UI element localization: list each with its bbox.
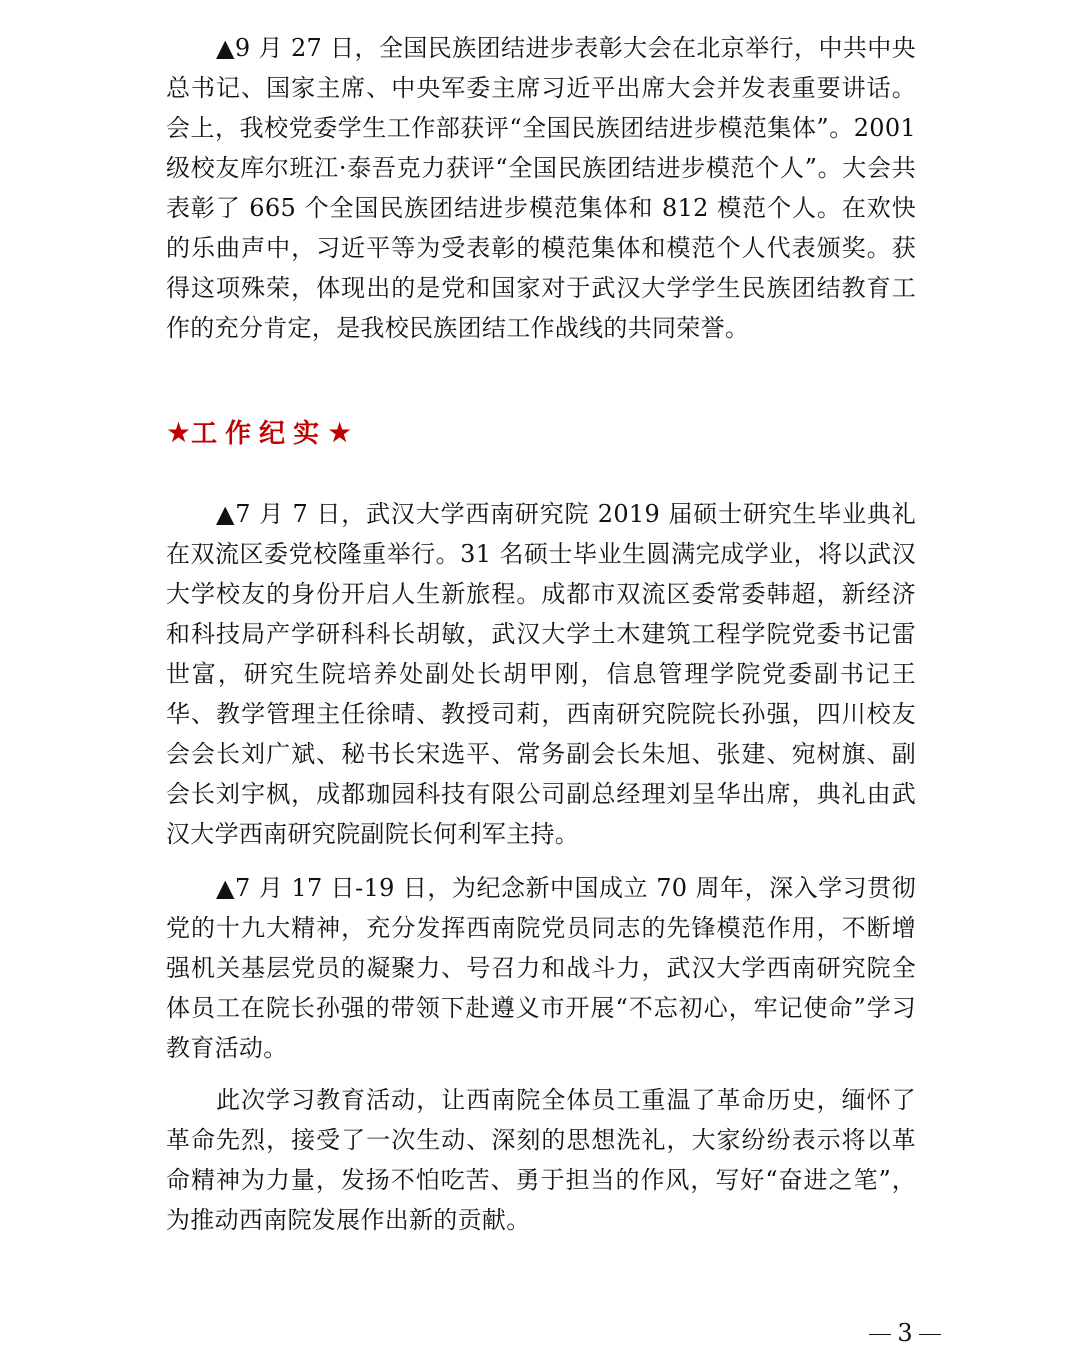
dash-left — [869, 1334, 891, 1335]
news-item-reflection — [166, 1080, 916, 1240]
paragraph-reflection: 此次学习教育活动，让西南院全体员工重温了革命历史，缅怀了革命先烈，接受了一次生动、深刻的思想洗礼，大家纷纷表示将以革命精神为力量，发扬不怕吃苦、勇于担当的作风，写好“奋进之笔”，为推动西南院发展作出新的贡献。 — [166, 1086, 916, 1234]
news-item-award — [166, 28, 916, 348]
dash-right — [919, 1334, 941, 1335]
news-item-graduation — [166, 494, 916, 854]
paragraph-graduation: ▲7 月 7 日，武汉大学西南研究院 2019 届硕士研究生毕业典礼在双流区委党校隆重举行。31 名硕士毕业生圆满完成学业，将以武汉大学校友的身份开启人生新旅程。成都市双流区委常委韩超，新经济和科技局产学研科科长胡敏，武汉大学土木建筑工程学院党委书记雷世富，研究生院培养处副处长胡甲刚，信息管理学院党委副书记王华、教学管理主任徐晴、教授司莉，西南研究院院长孙强，四川校友会会长刘广斌、秘书长宋选平、常务副会长朱旭、张建、宛树旗、副会长刘宇枫，成都珈园科技有限公司副总经理刘呈华出席，典礼由武汉大学西南研究院副院长何利军主持。 — [166, 500, 916, 848]
page-number-value: 3 — [897, 1319, 913, 1347]
section-title: 工作纪实 — [191, 419, 328, 449]
paragraph-study-trip: ▲7 月 17 日-19 日，为纪念新中国成立 70 周年，深入学习贯彻党的十九大精神，充分发挥西南院党员同志的先锋模范作用，不断增强机关基层党员的凝聚力、号召力和战斗力，武汉大学西南研究院全体员工在院长孙强的带领下赴遵义市开展“不忘初心，牢记使命”学习教育活动。 — [166, 874, 916, 1062]
star-left-icon: ★ — [166, 416, 192, 449]
page-number — [850, 1316, 960, 1350]
star-right-icon: ★ — [327, 416, 353, 449]
paragraph-award: ▲9 月 27 日，全国民族团结进步表彰大会在北京举行，中共中央总书记、国家主席、中央军委主席习近平出席大会并发表重要讲话。会上，我校党委学生工作部获评“全国民族团结进步模范集体”。2001 级校友库尔班江·泰吾克力获评“全国民族团结进步模范个人”。大会共表彰了 665 个全国民族团结进步模范集体和 812 模范个人。在欢快的乐曲声中，习近平等为受表彰的模范集体和模范个人代表颁奖。获得这项殊荣，体现出的是党和国家对于武汉大学学生民族团结教育工作的充分肯定，是我校民族团结工作战线的共同荣誉。 — [166, 34, 916, 342]
section-heading — [166, 411, 352, 455]
news-item-study-trip — [166, 868, 916, 1068]
